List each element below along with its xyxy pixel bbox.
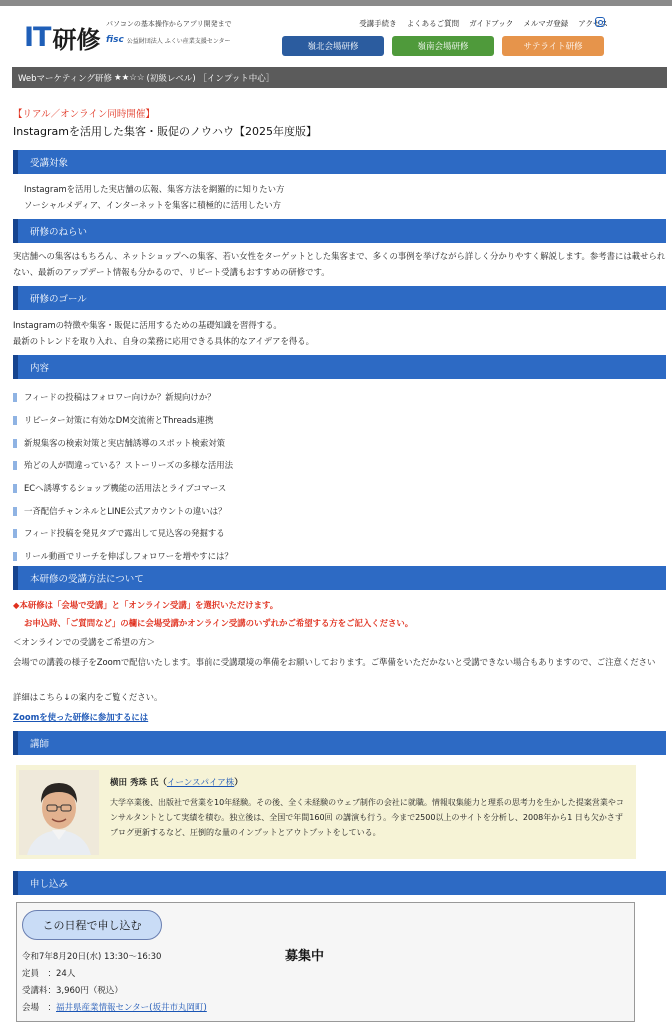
nav-enrollment[interactable]: 受講手続き — [359, 19, 397, 28]
online-heading: ＜オンラインでの受講をご希望の方＞ — [13, 637, 156, 647]
content-item — [13, 505, 226, 517]
level-stars: ★★☆☆ — [114, 72, 145, 83]
bullet-mark — [13, 393, 17, 402]
bullet-mark — [13, 507, 17, 516]
section-instructor: 講師 — [13, 731, 666, 755]
recruit-status: 募集中 — [285, 949, 325, 964]
content-item — [13, 550, 233, 562]
schedule-capacity: 定員 ：24人 — [22, 969, 76, 979]
category-bar — [12, 67, 667, 88]
content-item — [13, 414, 213, 426]
aim-text: 実店舗への集客はもちろん、ネットショップへの集客、若い女性をターゲットとした集客まで、多くの事例を挙げながら詳しく分かりやすく解説します。参考書には載せられない、最新のアップデート情報も分かるので、リピート受講もおすすめの研修です。 — [13, 251, 666, 277]
course-title: Instagramを活用した集客・販促のノウハウ【2025年度版】 — [13, 125, 317, 138]
zoom-link-wrap — [13, 710, 666, 724]
category-name: Webマーケティング研修 — [18, 73, 113, 84]
venue-label: 会場 ： — [22, 1003, 57, 1013]
apply-button[interactable]: この日程で申し込む — [22, 910, 162, 940]
instructor-photo — [19, 770, 99, 855]
venue-buttons — [282, 36, 604, 56]
org-logo-mark: fisc — [106, 35, 124, 45]
reinan-venue-button[interactable]: 嶺南会場研修 — [392, 36, 494, 56]
logo-kanji: 研修 — [52, 26, 101, 54]
satellite-button[interactable]: サテライト研修 — [502, 36, 604, 56]
section-method: 本研修の受講方法について — [13, 566, 666, 590]
bullet-mark — [13, 439, 17, 448]
bullet-mark — [13, 461, 17, 470]
schedule-venue-line — [22, 1000, 207, 1017]
nav-guidebook[interactable]: ガイドブック — [469, 19, 514, 28]
instructor-bio: 大学卒業後、出版社で営業を10年経験。その後、全く未経験のウェブ制作の会社に就職。情報収集能力と理系の思考力を生かした提案営業やコンサルタントとして実績を積む。独立後は、全国で年間160回 の講演も行う。今まで2500以上のサイトを分析し、2008年から1 日も欠かさずブログ更新するなど、圧倒的な量のインプットとアウトプットをしている。 — [110, 798, 624, 837]
goal-line-1: Instagramの特徴や集客・販促に活用するための基礎知識を習得する。 — [13, 320, 282, 330]
nav-faq[interactable]: よくあるご質問 — [406, 19, 460, 28]
section-apply: 申し込み — [13, 871, 666, 895]
reihoku-venue-button[interactable]: 嶺北会場研修 — [282, 36, 384, 56]
instructor-card — [16, 765, 636, 859]
content-item-text: ECへ誘導するショップ機能の活用法とライブコマース — [24, 483, 227, 493]
content-item-text: リール動画でリーチを伸ばしフォロワーを増やすには？ — [24, 551, 233, 561]
content-item-text: フィードの投稿はフォロワー向けか？新規向けか？ — [24, 392, 216, 402]
schedule-details — [22, 949, 207, 1017]
content-item — [13, 482, 226, 494]
bullet-mark — [13, 529, 17, 538]
online-text: 会場での講義の様子をZoomで配信いたします。事前に受講環境の準備をお願いしております。ご準備をいただかないと受講できない場合もありますので、ご注意ください — [13, 657, 656, 667]
instagram-icon[interactable] — [595, 17, 605, 27]
top-nav — [359, 18, 608, 29]
venue-link[interactable]: 福井県産業情報センター(坂井市丸岡町) — [56, 1003, 207, 1013]
main-content — [13, 108, 666, 1013]
site-header — [0, 6, 672, 56]
level-text: (初級レベル) ［インプット中心］ — [146, 73, 275, 84]
org-name: 公益財団法人 ふくい産業支援センター — [126, 37, 231, 45]
bullet-mark — [13, 484, 17, 493]
content-item-text: 一斉配信チャンネルとLINE公式アカウントの違いは？ — [24, 506, 227, 516]
instructor-name: 横田 秀珠 氏 — [110, 778, 159, 788]
content-item-text: 新規集客の検索対策と実店舗誘導のスポット検索対策 — [24, 438, 225, 448]
details-text: 詳細はこちら↓の案内をご覧ください。 — [13, 692, 163, 702]
section-aim: 研修のねらい — [13, 219, 666, 243]
section-contents: 内容 — [13, 355, 666, 379]
bullet-mark — [13, 416, 17, 425]
content-item-text: フィード投稿を発見タブで露出して見込客の発掘する — [24, 528, 225, 538]
nav-access[interactable]: アクセス — [578, 19, 608, 28]
section-goal: 研修のゴール — [13, 286, 666, 310]
instructor-name-line: 横田 秀珠 氏（イーンスパイア株） — [110, 778, 243, 788]
content-item-text: リピーター対策に有効なDM交流術とThreads連携 — [24, 415, 214, 425]
target-line-1: Instagramを活用した実店舗の広報、集客方法を網羅的に知りたい方 — [24, 184, 285, 194]
logo-side — [106, 19, 246, 45]
event-tag: 【リアル／オンライン同時開催】 — [13, 109, 155, 120]
content-item — [13, 527, 225, 539]
site-logo[interactable] — [24, 20, 100, 55]
schedule-date: 令和7年8月20日(水) 13:30～16:30 — [22, 952, 162, 962]
section-target: 受講対象 — [13, 150, 666, 174]
target-line-2: ソーシャルメディア、インターネットを集客に積極的に活用したい方 — [24, 200, 281, 210]
instructor-company-link[interactable]: イーンスパイア株 — [166, 778, 235, 788]
tagline: パソコンの基本操作からアプリ開発まで — [106, 20, 232, 28]
method-note-1: ◆本研修は「会場で受講」と「オンライン受講」を選択いただけます。 — [13, 600, 279, 610]
schedule-fee: 受講料：3,960円（税込） — [22, 986, 123, 996]
content-item — [13, 459, 233, 471]
org-line — [106, 35, 246, 45]
logo-it: IT — [24, 22, 51, 53]
content-item-text: 殆どの人が間違っている？ストーリーズの多様な活用法 — [24, 460, 233, 470]
method-note-2: お申込時、「ご質問など」の欄に会場受講かオンライン受講のいずれかご希望する方をご記入ください。 — [24, 618, 414, 628]
content-item — [13, 437, 225, 449]
zoom-link[interactable]: Zoomを使った研修に参加するには — [13, 712, 149, 722]
instructor-photo-drawing — [19, 770, 99, 855]
goal-line-2: 最新のトレンドを取り入れ、自身の業務に応用できる具体的なアイデアを得る。 — [13, 336, 315, 346]
nav-newsletter[interactable]: メルマガ登録 — [523, 19, 569, 28]
schedule-card — [16, 902, 635, 1022]
content-item — [13, 391, 216, 403]
bullet-mark — [13, 552, 17, 561]
